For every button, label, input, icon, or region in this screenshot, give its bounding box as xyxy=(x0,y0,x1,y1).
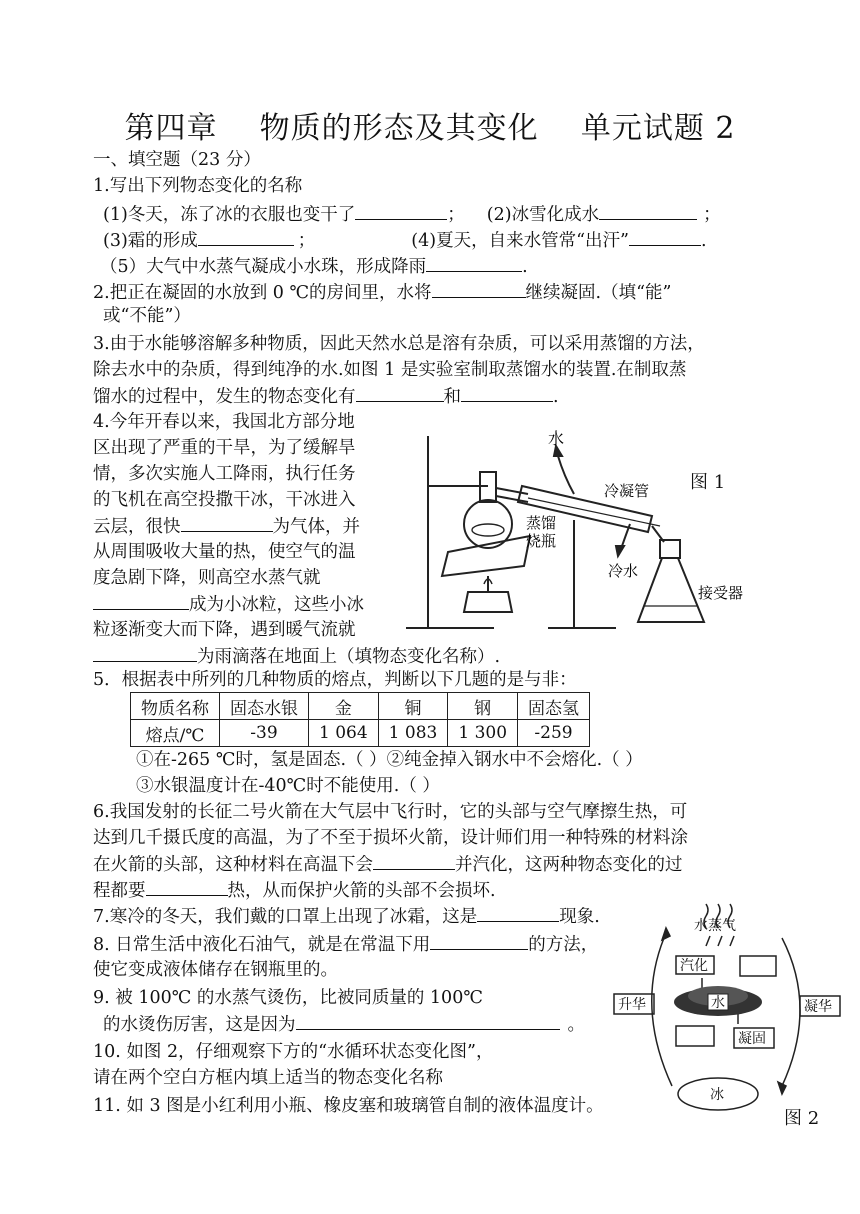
q6-line1: 6.我国发射的长征二号火箭在大气层中飞行时，它的头部与空气摩擦生热，可 xyxy=(93,802,688,822)
label-water: 水 xyxy=(548,431,565,448)
table-cell: 1 083 xyxy=(378,720,448,747)
q2-line2: 或“不能”） xyxy=(103,306,191,326)
answer-blank[interactable] xyxy=(432,280,526,298)
answer-blank[interactable] xyxy=(296,1012,560,1030)
label-condenser: 冷凝管 xyxy=(604,484,650,500)
q6-line4: 程都要 热，从而保护火箭的头部不会损坏. xyxy=(93,878,496,903)
answer-blank[interactable] xyxy=(599,202,697,220)
q6-line2: 达到几千摄氏度的高温，为了不至于损坏火箭，设计师们用一种特殊的材料涂 xyxy=(93,828,688,848)
label-desublime: 凝华 xyxy=(804,1000,832,1015)
q4-line7: 度急剧下降，则高空水蒸气就 xyxy=(93,568,321,588)
q4-line3: 情，多次实施人工降雨，执行任务 xyxy=(93,464,356,484)
table-cell: 铜 xyxy=(378,693,448,720)
melting-point-table xyxy=(130,692,590,747)
label-sublime: 升华 xyxy=(618,998,646,1013)
answer-blank[interactable] xyxy=(477,904,559,922)
table-cell: 金 xyxy=(309,693,379,720)
table-cell: 钢 xyxy=(448,693,518,720)
answer-blank[interactable] xyxy=(93,644,197,662)
table-header-row xyxy=(131,693,590,720)
q5-stem: 5．根据表中所列的几种物质的熔点，判断以下几题的是与非： xyxy=(93,670,577,690)
q6-line3: 在火箭的头部，这种材料在高温下会 并汽化，这两种物态变化的过 xyxy=(93,852,683,877)
q1-line-cd: (3)霜的形成 ； (4)夏天，自来水管常“出汗” . xyxy=(103,228,707,253)
q4-line5: 云层，很快 为气体，并 xyxy=(93,514,360,539)
q7-line: 7.寒冷的冬天，我们戴的口罩上出现了冰霜，这是 现象. xyxy=(93,904,600,929)
q3-line2: 除去水中的杂质，得到纯净的水.如图 1 是实验室制取蒸馏水的装置.在制取蒸 xyxy=(93,360,687,380)
table-cell: 物质名称 xyxy=(131,693,220,720)
table-cell: -39 xyxy=(220,720,309,747)
q9-line1: 9. 被 100℃ 的水蒸气烫伤，比被同质量的 100℃ xyxy=(93,988,483,1008)
label-vapor: 水蒸气 xyxy=(694,919,736,934)
q8-line1: 8. 日常生活中液化石油气，就是在常温下用 的方法， xyxy=(93,932,598,957)
figure-1-label: 图 1 xyxy=(690,472,726,493)
answer-blank[interactable] xyxy=(356,384,444,402)
answer-blank[interactable] xyxy=(426,254,522,272)
water-cycle-figure xyxy=(606,898,850,1120)
q2-line1: 2.把正在凝固的水放到 0 ℃的房间里，水将 继续凝固.（填“能” xyxy=(93,280,672,305)
label-receiver: 接受器 xyxy=(698,586,744,602)
answer-blank[interactable] xyxy=(373,852,455,870)
answer-blank[interactable] xyxy=(629,228,701,246)
table-row xyxy=(131,720,590,747)
label-ice: 冰 xyxy=(710,1088,724,1103)
q4-line9: 粒逐渐变大而下降，遇到暖气流就 xyxy=(93,620,356,640)
label-vaporize: 汽化 xyxy=(680,959,708,974)
table-cell: 固态水银 xyxy=(220,693,309,720)
q3-line1: 3.由于水能够溶解多种物质，因此天然水总是溶有杂质，可以采用蒸馏的方法， xyxy=(93,334,705,354)
q1-line-ab: (1)冬天，冻了冰的衣服也变干了 ； (2)冰雪化成水 ； xyxy=(103,202,721,227)
q3-line3: 馏水的过程中，发生的物态变化有 和 . xyxy=(93,384,559,409)
section-heading: 一、填空题（23 分） xyxy=(93,150,261,170)
answer-blank[interactable] xyxy=(461,384,553,402)
page-title: 第四章 物质的形态及其变化 单元试题 2 xyxy=(124,111,736,146)
answer-blank[interactable] xyxy=(355,202,447,220)
q11-line1: 11. 如 3 图是小红利用小瓶、橡皮塞和玻璃管自制的液体温度计。 xyxy=(93,1096,604,1116)
q4-line1: 4.今年开春以来，我国北方部分地 xyxy=(93,412,355,432)
label-cold-water: 冷水 xyxy=(608,564,639,580)
answer-blank[interactable] xyxy=(430,932,528,950)
q4-line8: 成为小冰粒，这些小冰 xyxy=(93,592,364,617)
q1-stem: 1.写出下列物态变化的名称 xyxy=(93,176,303,196)
label-solidify: 凝固 xyxy=(738,1032,766,1047)
q1-line-e: （5）大气中水蒸气凝成小水珠，形成降雨 . xyxy=(100,254,528,279)
answer-blank[interactable] xyxy=(181,514,273,532)
table-cell: 熔点/℃ xyxy=(131,720,220,747)
q9-line2: 的水烫伤厉害，这是因为 。 xyxy=(103,1012,585,1037)
q5-item-3: ③水银温度计在-40℃时不能使用.（ ） xyxy=(136,776,440,796)
label-flask-1: 蒸馏 xyxy=(526,516,557,532)
label-water: 水 xyxy=(711,996,725,1011)
table-cell: 固态氢 xyxy=(518,693,590,720)
q4-line2: 区出现了严重的干旱，为了缓解旱 xyxy=(93,438,356,458)
q8-line2: 使它变成液体储存在钢瓶里的。 xyxy=(93,960,338,980)
answer-blank[interactable] xyxy=(198,228,294,246)
table-cell: -259 xyxy=(518,720,590,747)
answer-blank[interactable] xyxy=(93,592,189,610)
q10-line2: 请在两个空白方框内填上适当的物态变化名称 xyxy=(93,1068,443,1088)
q4-line6: 从周围吸收大量的热，使空气的温 xyxy=(93,542,356,562)
table-cell: 1 064 xyxy=(309,720,379,747)
q10-line1: 10. 如图 2，仔细观察下方的“水循环状态变化图”， xyxy=(93,1042,494,1062)
table-cell: 1 300 xyxy=(448,720,518,747)
q4-line4: 的飞机在高空投撒干冰，干冰进入 xyxy=(93,490,356,510)
figure-2-label: 图 2 xyxy=(784,1108,820,1129)
distillation-apparatus-figure xyxy=(398,416,770,646)
q4-line10: 为雨滴落在地面上（填物态变化名称）. xyxy=(93,644,500,669)
answer-blank[interactable] xyxy=(146,878,228,896)
label-flask-2: 烧瓶 xyxy=(526,534,557,550)
q5-items-1-2: ①在-265 ℃时，氢是固态.（ ）②纯金掉入钢水中不会熔化.（ ） xyxy=(136,750,643,770)
